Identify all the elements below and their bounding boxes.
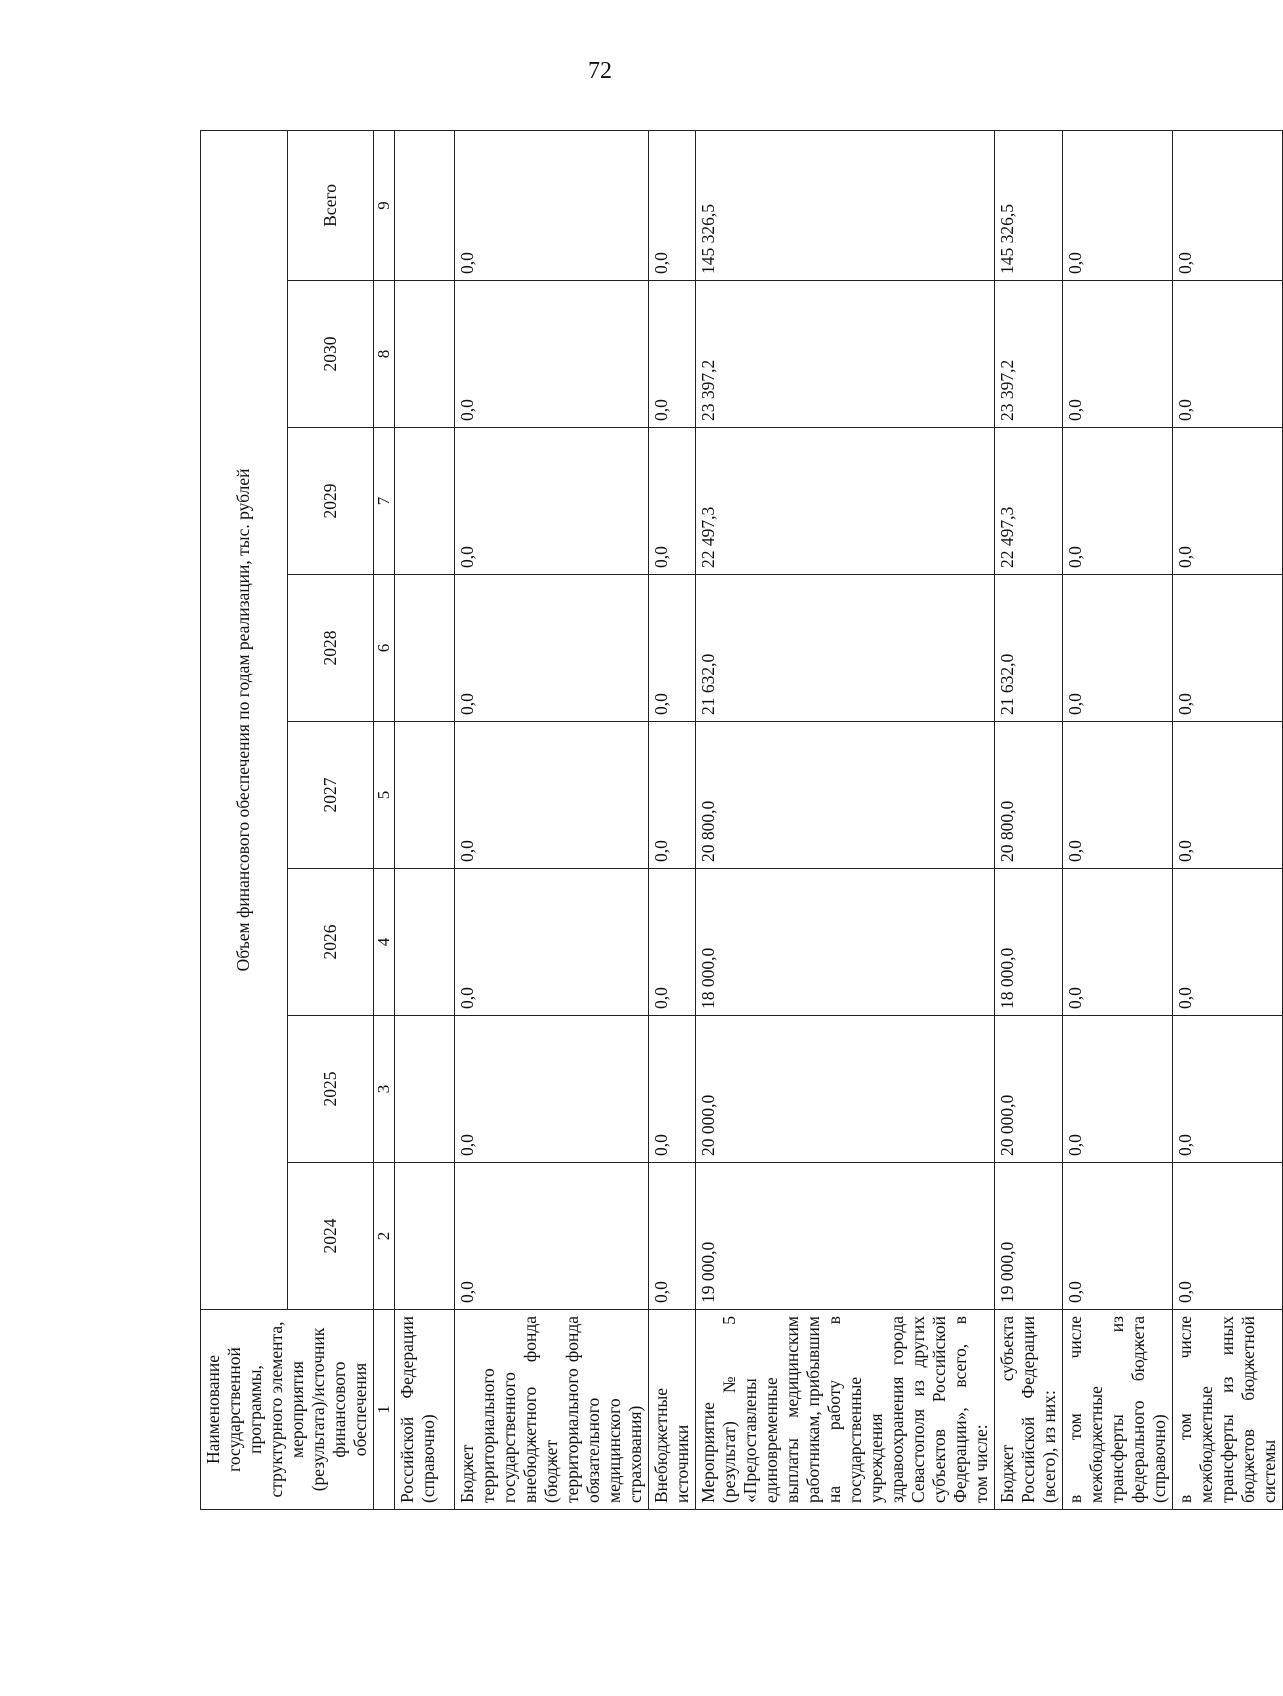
row-name: Внебюджетные источники	[649, 1310, 696, 1510]
index-cell: 7	[374, 428, 395, 575]
value-cell: 23 397,2	[696, 281, 995, 428]
value-cell: 0,0	[649, 130, 696, 280]
value-cell: 0,0	[455, 1016, 649, 1163]
table-row	[1173, 130, 1283, 1509]
header-year: 2029	[287, 428, 374, 575]
row-name: Российской Федерации (справочно)	[395, 1310, 455, 1510]
header-year: 2030	[287, 281, 374, 428]
value-cell: 19 000,0	[995, 1163, 1063, 1310]
value-cell: 0,0	[1063, 1163, 1173, 1310]
page-number: 72	[588, 58, 612, 84]
row-name: Мероприятие (результат) № 5 «Предоставлены единовременные выплаты медицинским работникам, прибывшим на работу в государственные учреждения здравоохранения города Севастополя из других субъектов Российской Федерации», всего, в том числе:	[696, 1310, 995, 1510]
value-cell: 0,0	[649, 722, 696, 869]
value-cell: 23 397,2	[995, 281, 1063, 428]
header-name: Наименование государственной программы, структурного элемента, мероприятия (результата)/источник финансового обеспечения	[201, 1310, 374, 1510]
value-cell: 0,0	[649, 281, 696, 428]
value-cell: 0,0	[455, 575, 649, 722]
table-row	[696, 130, 995, 1509]
index-cell: 9	[374, 130, 395, 280]
row-name: в том числе межбюджетные трансферты из иных бюджетов бюджетной системы	[1173, 1310, 1283, 1510]
value-cell: 0,0	[1173, 428, 1283, 575]
header-group: Объем финансового обеспечения по годам реализации, тыс. рублей	[201, 130, 288, 1309]
header-year: 2028	[287, 575, 374, 722]
value-cell: 0,0	[1063, 130, 1173, 280]
table-row	[455, 130, 649, 1509]
value-cell: 0,0	[1173, 1016, 1283, 1163]
value-cell	[395, 575, 455, 722]
value-cell: 0,0	[1063, 575, 1173, 722]
value-cell: 0,0	[1063, 1016, 1173, 1163]
header-row-1	[201, 130, 288, 1509]
table-container	[200, 130, 1280, 1510]
value-cell: 0,0	[1063, 722, 1173, 869]
header-index-row	[374, 130, 395, 1509]
table-row	[395, 130, 455, 1509]
value-cell: 21 632,0	[696, 575, 995, 722]
row-name: в том числе межбюджетные трансферты из федерального бюджета (справочно)	[1063, 1310, 1173, 1510]
index-cell: 6	[374, 575, 395, 722]
value-cell: 145 326,5	[995, 130, 1063, 280]
value-cell: 0,0	[649, 1016, 696, 1163]
index-cell: 5	[374, 722, 395, 869]
value-cell: 0,0	[455, 722, 649, 869]
value-cell	[395, 130, 455, 280]
value-cell: 21 632,0	[995, 575, 1063, 722]
value-cell	[395, 281, 455, 428]
header-total: Всего	[287, 130, 374, 280]
index-cell: 4	[374, 869, 395, 1016]
value-cell: 18 000,0	[995, 869, 1063, 1016]
value-cell: 0,0	[649, 1163, 696, 1310]
value-cell: 0,0	[649, 869, 696, 1016]
value-cell: 0,0	[1063, 869, 1173, 1016]
header-year: 2026	[287, 869, 374, 1016]
value-cell: 18 000,0	[696, 869, 995, 1016]
header-year: 2025	[287, 1016, 374, 1163]
value-cell: 0,0	[1173, 1163, 1283, 1310]
table-row	[649, 130, 696, 1509]
index-cell: 2	[374, 1163, 395, 1310]
value-cell: 0,0	[455, 130, 649, 280]
financing-table	[200, 130, 1283, 1510]
header-year: 2027	[287, 722, 374, 869]
row-name: Бюджет территориального государственного внебюджетного фонда (бюджет территориального фонда обязательного медицинского страхования)	[455, 1310, 649, 1510]
rotated-table-wrapper	[200, 130, 1280, 1510]
value-cell: 145 326,5	[696, 130, 995, 280]
value-cell	[395, 1163, 455, 1310]
value-cell: 0,0	[1063, 428, 1173, 575]
table-row	[1063, 130, 1173, 1509]
value-cell: 0,0	[455, 428, 649, 575]
index-cell: 8	[374, 281, 395, 428]
value-cell: 22 497,3	[995, 428, 1063, 575]
value-cell: 20 800,0	[696, 722, 995, 869]
value-cell: 0,0	[649, 428, 696, 575]
value-cell	[395, 428, 455, 575]
table-row	[995, 130, 1063, 1509]
value-cell: 0,0	[1173, 869, 1283, 1016]
value-cell: 0,0	[1173, 130, 1283, 280]
value-cell: 0,0	[1173, 722, 1283, 869]
value-cell: 20 800,0	[995, 722, 1063, 869]
header-row-years	[287, 130, 374, 1509]
index-cell: 1	[374, 1310, 395, 1510]
value-cell: 0,0	[1173, 281, 1283, 428]
value-cell: 19 000,0	[696, 1163, 995, 1310]
value-cell: 0,0	[1063, 281, 1173, 428]
value-cell: 0,0	[455, 281, 649, 428]
value-cell: 22 497,3	[696, 428, 995, 575]
value-cell: 0,0	[1173, 575, 1283, 722]
value-cell: 0,0	[455, 869, 649, 1016]
index-cell: 3	[374, 1016, 395, 1163]
value-cell: 0,0	[649, 575, 696, 722]
value-cell	[395, 869, 455, 1016]
value-cell: 20 000,0	[995, 1016, 1063, 1163]
row-name: Бюджет субъекта Российской Федерации (всего), из них:	[995, 1310, 1063, 1510]
header-year: 2024	[287, 1163, 374, 1310]
value-cell	[395, 722, 455, 869]
value-cell: 20 000,0	[696, 1016, 995, 1163]
value-cell	[395, 1016, 455, 1163]
value-cell: 0,0	[455, 1163, 649, 1310]
